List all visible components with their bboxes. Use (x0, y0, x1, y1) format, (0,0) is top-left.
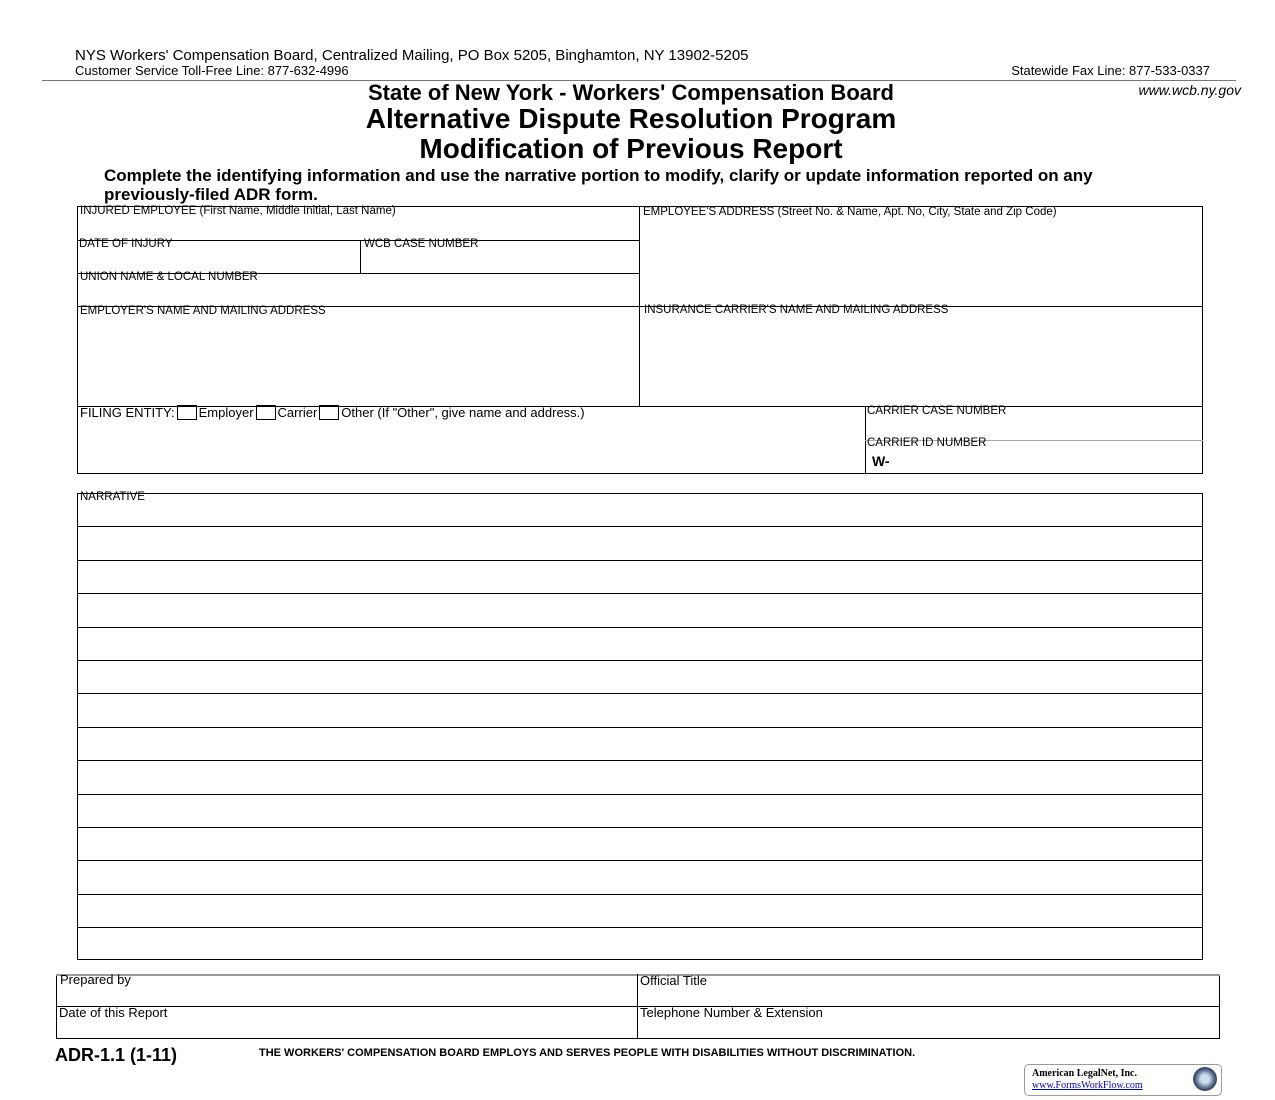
identifying-info-table (77, 206, 1203, 474)
injured-employee-field[interactable]: INJURED EMPLOYEE (First Name, Middle Initial, Last Name) (80, 205, 396, 217)
telephone-field[interactable]: Telephone Number & Extension (640, 1005, 823, 1020)
narrative-line (77, 827, 1203, 828)
narrative-line (77, 894, 1203, 895)
filing-entity-row (80, 405, 585, 420)
prepared-by-field[interactable]: Prepared by (60, 972, 131, 987)
other-option-label: Other (If "Other", give name and address.) (341, 405, 585, 420)
narrative-line (77, 593, 1203, 594)
website-link[interactable]: www.wcb.ny.gov (1138, 82, 1241, 98)
narrative-line (77, 860, 1203, 861)
employee-address-field[interactable]: EMPLOYEE'S ADDRESS (Street No. & Name, Apt. No, City, State and Zip Code) (643, 206, 1057, 218)
narrative-label: NARRATIVE (80, 491, 145, 503)
narrative-line (77, 660, 1203, 661)
insurance-carrier-field[interactable]: INSURANCE CARRIER'S NAME AND MAILING ADDRESS (644, 304, 949, 316)
employer-checkbox[interactable] (177, 405, 197, 420)
narrative-line (77, 693, 1203, 694)
carrier-case-number-field[interactable]: CARRIER CASE NUMBER (867, 405, 1007, 417)
legalnet-badge[interactable] (1024, 1064, 1222, 1096)
wcb-case-number-field[interactable]: WCB CASE NUMBER (364, 238, 479, 250)
narrative-line (77, 627, 1203, 628)
other-checkbox[interactable] (319, 405, 339, 420)
employer-field[interactable]: EMPLOYER'S NAME AND MAILING ADDRESS (80, 305, 326, 317)
badge-name: American LegalNet, Inc. (1032, 1068, 1137, 1079)
nondiscrimination-notice: THE WORKERS' COMPENSATION BOARD EMPLOYS AND SERVES PEOPLE WITH DISABILITIES WITHOUT DISCRIMINATION. (259, 1047, 916, 1059)
date-of-injury-field[interactable]: DATE OF INJURY (79, 238, 173, 250)
carrier-checkbox[interactable] (256, 405, 276, 420)
form-id: ADR-1.1 (1-11) (55, 1045, 178, 1065)
customer-service-line: Customer Service Toll-Free Line: 877-632-4996 (75, 63, 349, 78)
fax-line: Statewide Fax Line: 877-533-0337 (1011, 63, 1210, 78)
narrative-line (77, 727, 1203, 728)
narrative-line (77, 794, 1203, 795)
globe-icon (1193, 1067, 1217, 1091)
badge-url[interactable]: www.FormsWorkFlow.com (1032, 1080, 1143, 1091)
narrative-line (77, 526, 1203, 527)
filing-entity-label: FILING ENTITY: (80, 405, 175, 420)
union-field[interactable]: UNION NAME & LOCAL NUMBER (80, 271, 258, 283)
employer-option-label: Employer (198, 405, 254, 420)
agency-title: State of New York - Workers' Compensation Board (367, 80, 894, 105)
narrative-line (77, 927, 1203, 928)
mailing-address: NYS Workers' Compensation Board, Centralized Mailing, PO Box 5205, Binghamton, NY 13902-5205 (75, 47, 749, 64)
instructions: Complete the identifying information and use the narrative portion to modify, clarify or update information reported on any previously-filed ADR form. (104, 166, 1093, 204)
narrative-line (77, 760, 1203, 761)
form-title: Modification of Previous Report (419, 133, 843, 164)
carrier-id-prefix: W- (872, 453, 890, 469)
narrative-line (77, 560, 1203, 561)
official-title-field[interactable]: Official Title (640, 973, 707, 988)
carrier-option-label: Carrier (277, 405, 318, 420)
program-title: Alternative Dispute Resolution Program (365, 103, 897, 134)
date-of-report-field[interactable]: Date of this Report (59, 1005, 168, 1020)
carrier-id-number-field[interactable]: CARRIER ID NUMBER (867, 437, 987, 449)
